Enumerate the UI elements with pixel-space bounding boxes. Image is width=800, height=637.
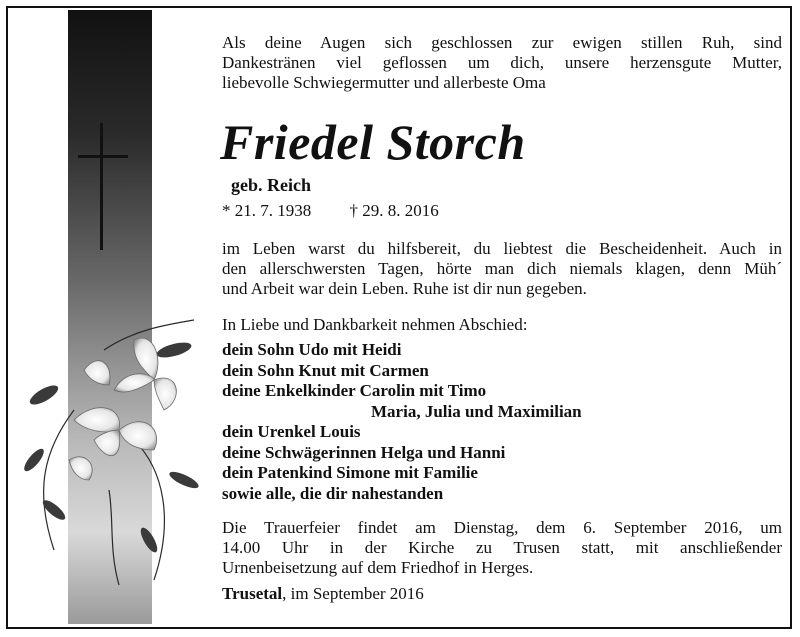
list-item: dein Patenkind Simone mit Familie	[222, 463, 478, 482]
intro-line: Dankestränen viel geflossen um dich, unsere herzensgute Mutter,	[222, 53, 782, 72]
birth-date: * 21. 7. 1938	[222, 201, 312, 220]
cross-icon	[100, 123, 103, 250]
list-item: dein Sohn Udo mit Heidi	[222, 340, 402, 359]
place-date: , im September 2016	[282, 584, 424, 603]
birth-name: geb. Reich	[231, 175, 311, 195]
deceased-name: Friedel Storch	[220, 114, 526, 170]
intro-line: liebevolle Schwiegermutter und allerbeste Oma	[222, 73, 546, 92]
funeral-line: Die Trauerfeier findet am Dienstag, dem 6. September 2016, um	[222, 518, 782, 537]
funeral-line: Urnenbeisetzung auf dem Friedhof in Herges.	[222, 558, 534, 577]
farewell-intro: In Liebe und Dankbarkeit nehmen Abschied:	[222, 315, 528, 334]
signature-line	[222, 584, 782, 604]
tribute-line: im Leben warst du hilfsbereit, du liebtest die Bescheidenheit. Auch in	[222, 239, 782, 258]
tribute-text	[222, 239, 782, 299]
funeral-text	[222, 518, 782, 578]
death-date: † 29. 8. 2016	[349, 201, 439, 220]
list-item: deine Schwägerinnen Helga und Hanni	[222, 442, 506, 462]
funeral-line: 14.00 Uhr in der Kirche zu Trusen statt, mit anschließender	[222, 538, 782, 557]
list-item: dein Urenkel Louis	[222, 422, 361, 441]
life-dates	[222, 201, 439, 221]
place-name: Trusetal	[222, 584, 283, 603]
cross-icon-bar	[78, 155, 128, 158]
list-item: deine Enkelkinder Carolin mit Timo	[222, 381, 487, 400]
intro-text	[222, 33, 782, 93]
list-item: dein Sohn Knut mit Carmen	[222, 360, 429, 380]
lily-bouquet-icon	[14, 290, 204, 590]
tribute-line: und Arbeit war dein Leben. Ruhe ist dir nun gegeben.	[222, 279, 587, 298]
list-item: sowie alle, die dir nahestanden	[222, 483, 444, 503]
tribute-line: den allerschwersten Tagen, hörte man dich niemals klagen, denn Müh´	[222, 259, 782, 278]
mourner-list	[222, 340, 782, 504]
intro-line: Als deine Augen sich geschlossen zur ewigen stillen Ruh, sind	[222, 33, 782, 52]
list-item: Maria, Julia und Maximilian	[371, 401, 582, 421]
